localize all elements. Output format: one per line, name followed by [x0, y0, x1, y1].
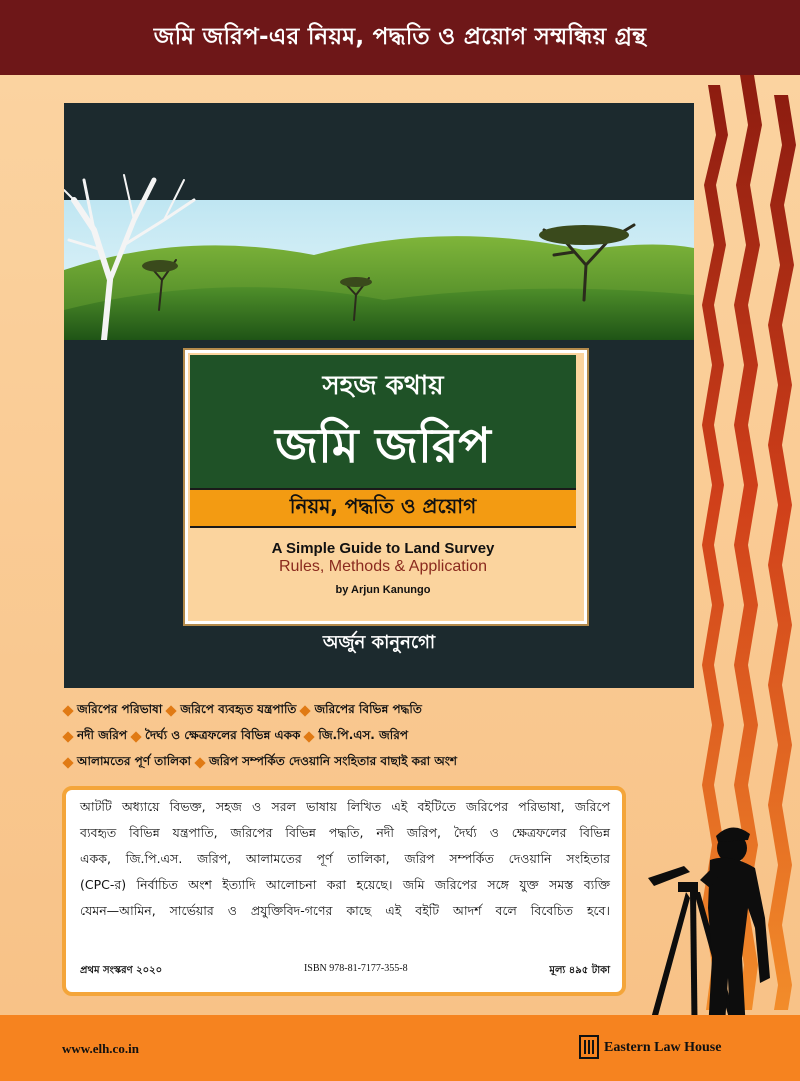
topic-item: জরিপে ব্যবহৃত যন্ত্রপাতি	[165, 701, 296, 721]
cover-title-en: A Simple Guide to Land Survey	[271, 540, 495, 557]
publisher-name: Eastern Law House	[604, 1040, 722, 1055]
topic-row	[62, 724, 522, 750]
diamond-bullet-icon	[194, 757, 205, 768]
description-line: ব্যবহৃত বিভিন্ন যন্ত্রপাতি, জরিপের বিভিন্ন পদ্ধতি, নদী জরিপ, দৈর্ঘ্য ও ক্ষেত্রফলের বিভিন্ন	[80, 825, 610, 840]
topic-item: জরিপ সম্পর্কিত দেওয়ানি সংহিতার বাছাই করা অংশ	[194, 753, 457, 773]
description-footer	[80, 963, 610, 980]
diamond-bullet-icon	[304, 731, 315, 742]
topic-item: আলামতের পূর্ণ তালিকা	[62, 753, 191, 773]
diamond-bullet-icon	[300, 705, 311, 716]
diamond-bullet-icon	[62, 731, 73, 742]
website-link[interactable]: www.elh.co.in	[62, 1041, 139, 1056]
diamond-bullet-icon	[130, 731, 141, 742]
topic-row	[62, 750, 522, 776]
diamond-bullet-icon	[62, 705, 73, 716]
topic-list	[62, 698, 522, 776]
price-text: মূল্য ৪৯৫ টাকা	[549, 965, 610, 976]
description-line: (CPC-র) নির্বাচিত অংশ ইত্যাদি আলোচনা করা হয়েছে। জমি জরিপের সঙ্গে যুক্ত সমস্ত ব্যক্তি	[80, 877, 610, 892]
publisher-logo-icon	[578, 1034, 600, 1060]
topic-item: দৈর্ঘ্য ও ক্ষেত্রফলের বিভিন্ন একক	[130, 727, 300, 747]
topic-item: নদী জরিপ	[62, 727, 127, 747]
cover-subtitle-bn: সহজ কথায়	[322, 371, 444, 401]
description-text	[80, 794, 610, 924]
cover-author-bn: অর্জুন কানুনগো	[322, 632, 436, 653]
header-band	[0, 0, 800, 75]
description-line: আটটি অধ্যায়ে বিভক্ত, সহজ ও সরল ভাষায় লিখিত এই বইটিতে জরিপের পরিভাষা, জরিপে	[80, 799, 610, 814]
topic-item: জরিপের পরিভাষা	[62, 701, 162, 721]
edition-text: প্রথম সংস্করণ ২০২০	[80, 965, 163, 976]
diamond-bullet-icon	[166, 705, 177, 716]
landscape-illustration	[64, 160, 694, 340]
cover-title-bn: জমি জরিপ	[275, 418, 491, 474]
topic-item: জরিপের বিভিন্ন পদ্ধতি	[299, 701, 421, 721]
diamond-bullet-icon	[62, 757, 73, 768]
isbn-text: ISBN 978-81-7177-355-8	[303, 963, 408, 974]
cover-byline-en: by Arjun Kanungo	[335, 584, 431, 596]
topic-item: জি.পি.এস. জরিপ	[303, 727, 408, 747]
topic-row	[62, 698, 522, 724]
header-tagline: জমি জরিপ-এর নিয়ম, পদ্ধতি ও প্রয়োগ সম্মন্ধিয় গ্রন্থ	[153, 24, 647, 50]
cover-subtitle-en: Rules, Methods & Application	[278, 558, 488, 575]
description-line: যেমন—আমিন, সার্ভেয়ার ও প্রযুক্তিবিদ-গণের কাছে এই বইটি আদর্শ বলে বিবেচিত হবে।	[80, 903, 610, 918]
description-line: একক, জি.পি.এস. জরিপ, আলামতের পূর্ণ তালিকা, জরিপ সম্পর্কিত দেওয়ানি সংহিতার	[80, 851, 610, 866]
cover-tagline-bn: নিয়ম, পদ্ধতি ও প্রয়োগ	[289, 494, 477, 518]
